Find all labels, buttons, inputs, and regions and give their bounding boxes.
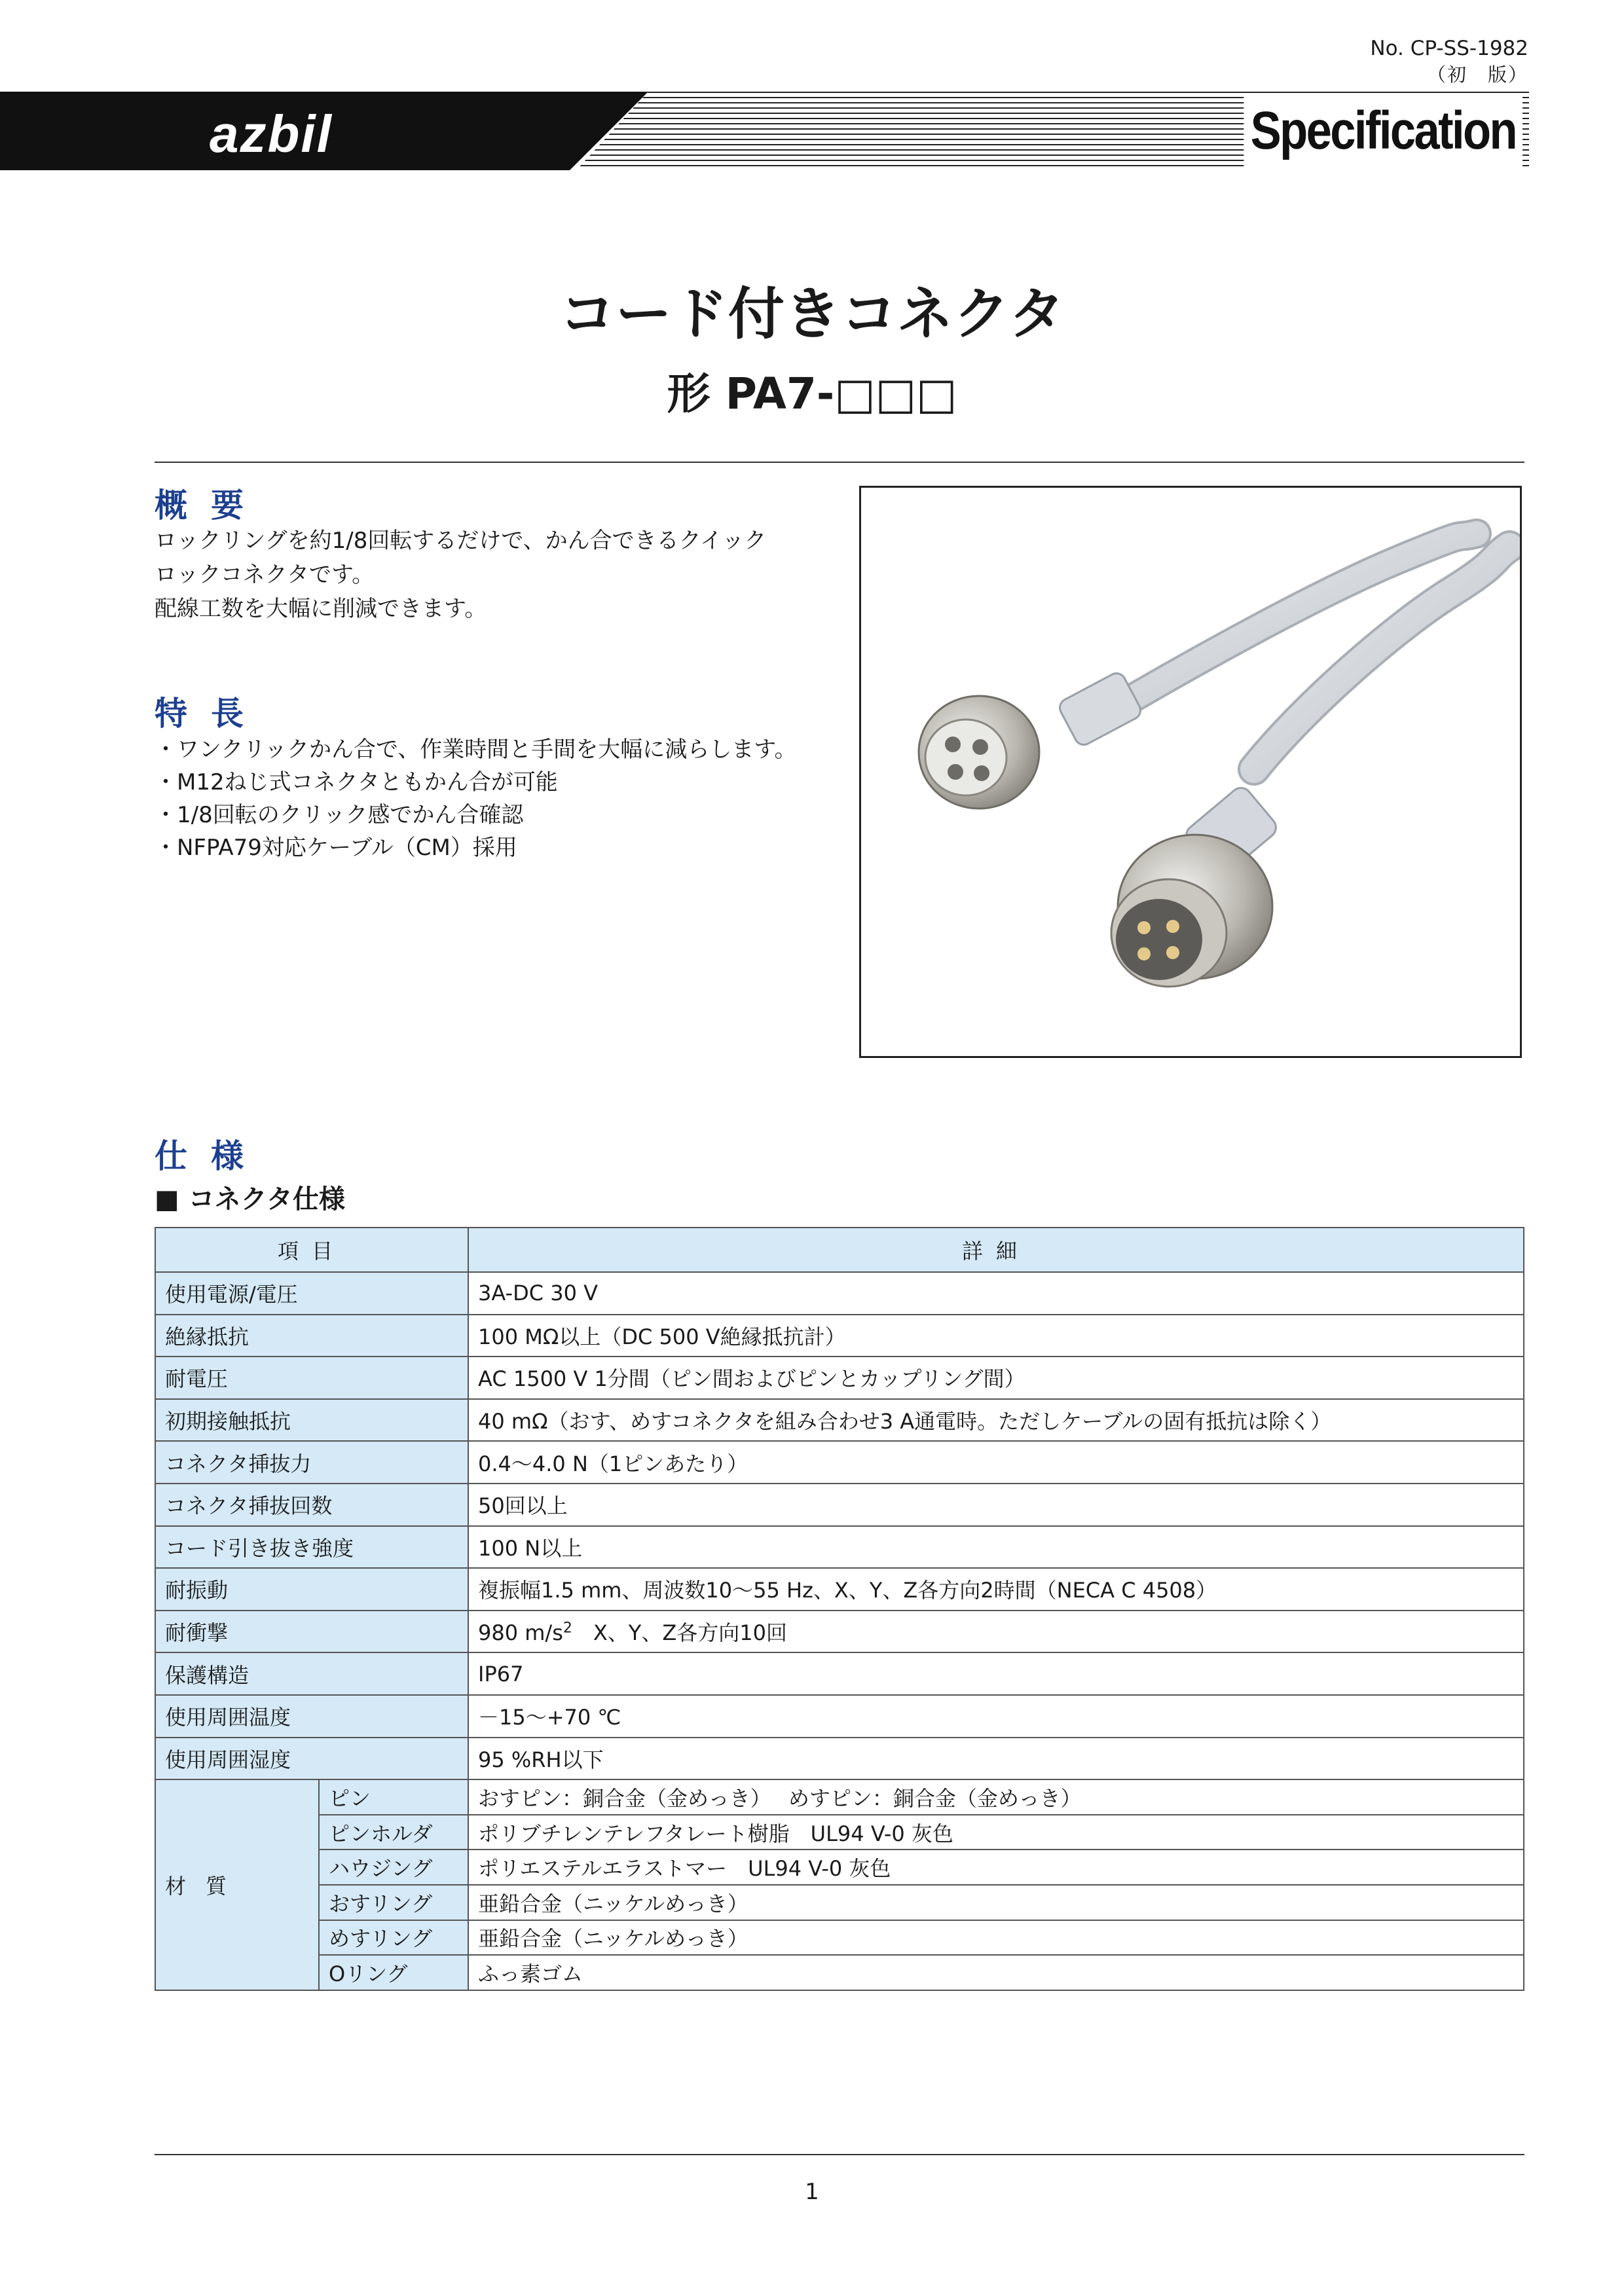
row-label: コネクタ挿抜回数 — [155, 1484, 468, 1526]
material-detail: ふっ素ゴム — [468, 1955, 1524, 1990]
feature-item: ・ ワンクリックかん合で、作業時間と手間を大幅に減らします。 — [155, 733, 797, 766]
row-detail: 100 MΩ以上（DC 500 V絶縁抵抗計） — [468, 1315, 1524, 1357]
header-item: 項目 — [155, 1228, 468, 1272]
model-number: 形 PA7-□□□ — [667, 369, 957, 419]
table-row — [155, 1652, 1524, 1695]
overview-line: ロックコネクタです。 — [155, 562, 375, 588]
overview-line: 配線工数を大幅に削減できます。 — [155, 596, 487, 622]
table-header-row — [155, 1228, 1524, 1272]
row-label: 耐振動 — [155, 1568, 468, 1611]
material-row — [155, 1920, 1524, 1956]
connector-cable-illustration — [861, 488, 1520, 1056]
document-number — [1370, 35, 1528, 88]
row-detail: 100 N以上 — [468, 1526, 1524, 1569]
title-divider — [155, 462, 1524, 463]
row-detail: 50回以上 — [468, 1484, 1524, 1526]
table-row — [155, 1357, 1524, 1399]
row-label: 保護構造 — [155, 1652, 468, 1695]
material-detail: 亜鉛合金（ニッケルめっき） — [468, 1920, 1524, 1956]
material-part: ハウジング — [319, 1850, 468, 1885]
azbil-logo: azbil — [210, 105, 333, 163]
material-part: Oリング — [319, 1955, 468, 1990]
row-label: 使用周囲湿度 — [155, 1738, 468, 1780]
material-row — [155, 1955, 1524, 1990]
row-detail: 複振幅1.5 mm、周波数10〜55 Hz、X、Y、Z各方向2時間（NECA C 4508） — [468, 1568, 1524, 1611]
spec-table — [155, 1227, 1524, 1991]
features-list — [155, 733, 797, 864]
row-label: コード引き抜き強度 — [155, 1526, 468, 1569]
material-part: ピン — [319, 1779, 468, 1815]
doc-no-text: No. CP-SS-1982 — [1370, 37, 1528, 60]
table-row — [155, 1315, 1524, 1357]
row-detail: 40 mΩ（おす、めすコネクタを組み合わせ3 A通電時。ただしケーブルの固有抵抗は除く） — [468, 1399, 1524, 1442]
page-number: 1 — [805, 2179, 819, 2205]
row-label: 使用電源/電圧 — [155, 1272, 468, 1315]
table-row — [155, 1738, 1524, 1780]
material-row — [155, 1779, 1524, 1815]
material-part: おすリング — [319, 1885, 468, 1920]
row-detail: 95 %RH以下 — [468, 1738, 1524, 1780]
table-row — [155, 1399, 1524, 1442]
shock-value: 980 m/s — [478, 1620, 563, 1646]
material-detail: ポリエステルエラストマー UL94 V-0 灰色 — [468, 1850, 1524, 1885]
row-label: 使用周囲温度 — [155, 1695, 468, 1738]
feature-item: ・ 1/8回転のクリック感でかん合確認 — [155, 799, 797, 831]
overview-line: ロックリングを約1/8回転するだけで、かん合できるクイック — [155, 528, 767, 554]
material-label: 材質 — [155, 1779, 319, 1990]
material-row — [155, 1885, 1524, 1920]
row-label: 耐電圧 — [155, 1357, 468, 1399]
table-row — [155, 1272, 1524, 1315]
row-detail: 0.4〜4.0 N（1ピンあたり） — [468, 1441, 1524, 1484]
row-label: 耐衝撃 — [155, 1611, 468, 1653]
table-row — [155, 1484, 1524, 1526]
row-detail: 3A-DC 30 V — [468, 1272, 1524, 1315]
shock-axes: X、Y、Z各方向10回 — [572, 1620, 787, 1646]
page-title: コード付きコネクタ — [559, 282, 1065, 347]
material-detail: 亜鉛合金（ニッケルめっき） — [468, 1885, 1524, 1920]
table-row — [155, 1695, 1524, 1738]
material-part: めすリング — [319, 1920, 468, 1956]
row-detail — [468, 1611, 1524, 1653]
row-label: 絶縁抵抗 — [155, 1315, 468, 1357]
shock-exponent: 2 — [563, 1620, 572, 1637]
specs-heading: 仕様 — [155, 1137, 267, 1175]
table-row — [155, 1611, 1524, 1653]
features-heading: 特長 — [155, 695, 267, 733]
specification-label: Specification — [1244, 96, 1522, 166]
footer-divider — [155, 2154, 1524, 2155]
feature-item: ・ M12ねじ式コネクタともかん合が可能 — [155, 766, 797, 799]
row-label: コネクタ挿抜力 — [155, 1441, 468, 1484]
material-row — [155, 1850, 1524, 1885]
material-detail: おすピン：銅合金（金めっき） めすピン：銅合金（金めっき） — [468, 1779, 1524, 1815]
row-detail: －15〜+70 ℃ — [468, 1695, 1524, 1738]
material-detail: ポリブチレンテレフタレート樹脂 UL94 V-0 灰色 — [468, 1815, 1524, 1850]
material-part: ピンホルダ — [319, 1815, 468, 1850]
overview-text — [155, 524, 766, 626]
material-row — [155, 1815, 1524, 1850]
product-photo — [859, 486, 1522, 1058]
table-row — [155, 1568, 1524, 1611]
table-row — [155, 1441, 1524, 1484]
feature-item: ・ NFPA79対応ケーブル（CM）採用 — [155, 831, 797, 864]
header-detail: 詳細 — [468, 1228, 1524, 1272]
row-detail: IP67 — [468, 1652, 1524, 1695]
row-detail: AC 1500 V 1分間（ピン間およびピンとカップリング間） — [468, 1357, 1524, 1399]
connector-spec-subheading: ■ コネクタ仕様 — [155, 1184, 345, 1214]
row-label: 初期接触抵抗 — [155, 1399, 468, 1442]
edition-text: （初 版） — [1426, 64, 1528, 86]
overview-heading: 概要 — [155, 486, 267, 524]
table-row — [155, 1526, 1524, 1569]
